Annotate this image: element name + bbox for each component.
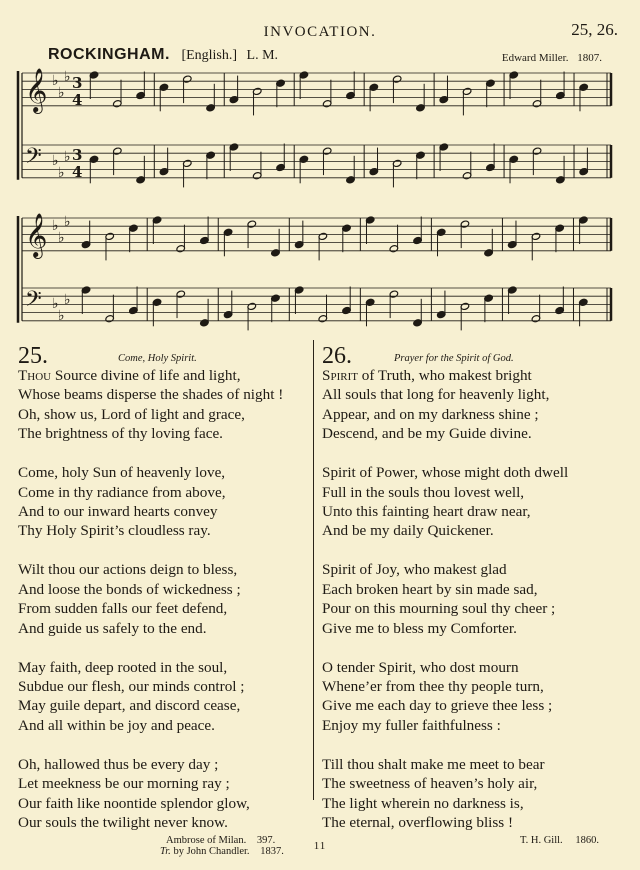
tune-origin: [English.] — [181, 48, 238, 63]
stanza-gap — [322, 444, 622, 464]
hymn-text — [18, 366, 310, 833]
flat-sign-icon: ♭ — [58, 85, 65, 101]
time-signature-icon: 4 — [72, 163, 83, 181]
hymn-25 — [18, 344, 310, 863]
verse-line — [18, 366, 310, 385]
verse-line: And loose the bonds of wickedness ; — [18, 580, 241, 598]
translator-year: 1837. — [260, 845, 284, 857]
verse-line: Unto this fainting heart draw near, — [322, 503, 531, 521]
verse-line: Our faith like noontide splendor glow, — [18, 794, 250, 812]
verse-line: And all within be joy and peace. — [18, 716, 215, 734]
verse-line: May faith, deep rooted in the soul, — [18, 658, 228, 676]
verse-line: The eternal, overflowing bliss ! — [322, 814, 514, 832]
first-word: Spirit — [322, 367, 358, 384]
stanza-gap — [322, 541, 622, 561]
flat-sign-icon: ♭ — [58, 165, 65, 181]
hymn-subtitle: Prayer for the Spirit of God. — [394, 353, 514, 364]
treble-clef-icon: 𝄞 — [25, 68, 48, 112]
verse-line: Thy Holy Spirit’s cloudless ray. — [18, 522, 211, 540]
verse-line: Appear, and on my darkness shine ; — [322, 405, 539, 423]
hymn-26 — [322, 344, 622, 851]
hymn-page-numbers: 25, 26. — [571, 20, 618, 39]
verse-line: Subdue our flesh, our minds control ; — [18, 678, 245, 696]
author-year: 397. — [256, 834, 276, 846]
verse-line: Whene’er from thee thy people turn, — [322, 678, 544, 696]
flat-sign-icon: ♭ — [52, 296, 59, 312]
first-word: Thou — [18, 367, 52, 384]
stanza-gap — [18, 735, 310, 755]
verse-line: Let meekness be our morning ray ; — [18, 775, 230, 793]
flat-sign-icon: ♭ — [58, 308, 65, 324]
verse-line: Till thou shalt make me meet to bear — [322, 755, 545, 773]
hymn-text — [322, 366, 622, 833]
verse-line: Enjoy my fuller faithfulness : — [322, 716, 501, 734]
verse-line: Give me to bless my Comforter. — [322, 619, 517, 637]
bass-clef-icon: 𝄢 — [25, 287, 42, 317]
flat-sign-icon: ♭ — [64, 69, 71, 85]
stanza-gap — [18, 444, 310, 464]
verse-line: O tender Spirit, who dost mourn — [322, 658, 519, 676]
verse-line: Spirit of Joy, who makest glad — [322, 561, 507, 579]
verse-line: All souls that long for heavenly light, — [322, 386, 550, 404]
stanza-gap — [18, 638, 310, 658]
verse-line: The light wherein no darkness is, — [322, 794, 524, 812]
verse-line: The brightness of thy loving face. — [18, 425, 223, 443]
stanza-gap — [322, 638, 622, 658]
translator-name: by John Chandler. — [173, 845, 250, 857]
hymn-number: 25. — [18, 343, 48, 369]
verse-line: Wilt thou our actions deign to bless, — [18, 561, 238, 579]
flat-sign-icon: ♭ — [64, 149, 71, 165]
verse-line: Come in thy radiance from above, — [18, 483, 226, 501]
flat-sign-icon: ♭ — [64, 292, 71, 308]
author-name: T. H. Gill. — [520, 834, 563, 846]
page-number: 11 — [313, 840, 327, 852]
verse-line: Pour on this mourning soul thy cheer ; — [322, 600, 556, 618]
flat-sign-icon: ♭ — [52, 218, 59, 234]
verse-line — [322, 366, 622, 385]
flat-sign-icon: ♭ — [58, 230, 65, 246]
treble-clef-icon: 𝄞 — [25, 213, 48, 257]
verse-line: Our souls the twilight never know. — [18, 814, 228, 832]
verse-line: May guile depart, and discord cease, — [18, 697, 241, 715]
flat-sign-icon: ♭ — [52, 73, 59, 89]
tune-name: ROCKINGHAM. — [48, 46, 170, 63]
verse-line: Spirit of Power, whose might doth dwell — [322, 464, 569, 482]
verse-line: And be my daily Quickener. — [322, 522, 494, 540]
verse-line: Full in the souls thou lovest well, — [322, 483, 525, 501]
verse-line: Oh, hallowed thus be every day ; — [18, 755, 219, 773]
hymn-number: 26. — [322, 343, 352, 369]
verse-line-text: Source divine of life and light, — [51, 367, 241, 384]
stanza-gap — [322, 735, 622, 755]
flat-sign-icon: ♭ — [64, 214, 71, 230]
composer-year: 1807. — [577, 52, 602, 64]
stanza-gap — [18, 541, 310, 561]
translator-prefix: Tr. — [160, 845, 171, 857]
flat-sign-icon: ♭ — [52, 153, 59, 169]
verse-line: From sudden falls our feet defend, — [18, 600, 228, 618]
time-signature-icon: 4 — [72, 91, 83, 109]
verse-line: The sweetness of heaven’s holy air, — [322, 775, 538, 793]
tune-meter: L. M. — [246, 48, 279, 63]
verse-line: And to our inward hearts convey — [18, 503, 218, 521]
verse-line: Each broken heart by sin made sad, — [322, 580, 538, 598]
verse-line-text: of Truth, who makest bright — [357, 367, 532, 384]
column-divider — [313, 340, 314, 800]
verse-line: Oh, show us, Lord of light and grace, — [18, 405, 245, 423]
verse-line: And guide us safely to the end. — [18, 619, 207, 637]
time-signature-icon: 3 — [72, 146, 83, 164]
time-signature-icon: 3 — [72, 74, 83, 92]
author-name: Ambrose of Milan. — [166, 834, 247, 846]
music-score — [0, 58, 640, 333]
verse-line: Whose beams disperse the shades of night ! — [18, 386, 284, 404]
section-title: INVOCATION. — [263, 24, 377, 40]
bass-clef-icon: 𝄢 — [25, 144, 42, 174]
hymn-subtitle: Come, Holy Spirit. — [118, 353, 197, 364]
verse-line: Come, holy Sun of heavenly love, — [18, 464, 226, 482]
composer-name: Edward Miller. — [501, 52, 569, 64]
author-year: 1860. — [575, 834, 599, 846]
verse-line: Descend, and be my Guide divine. — [322, 425, 532, 443]
verse-line: Give me each day to grieve thee less ; — [322, 697, 553, 715]
